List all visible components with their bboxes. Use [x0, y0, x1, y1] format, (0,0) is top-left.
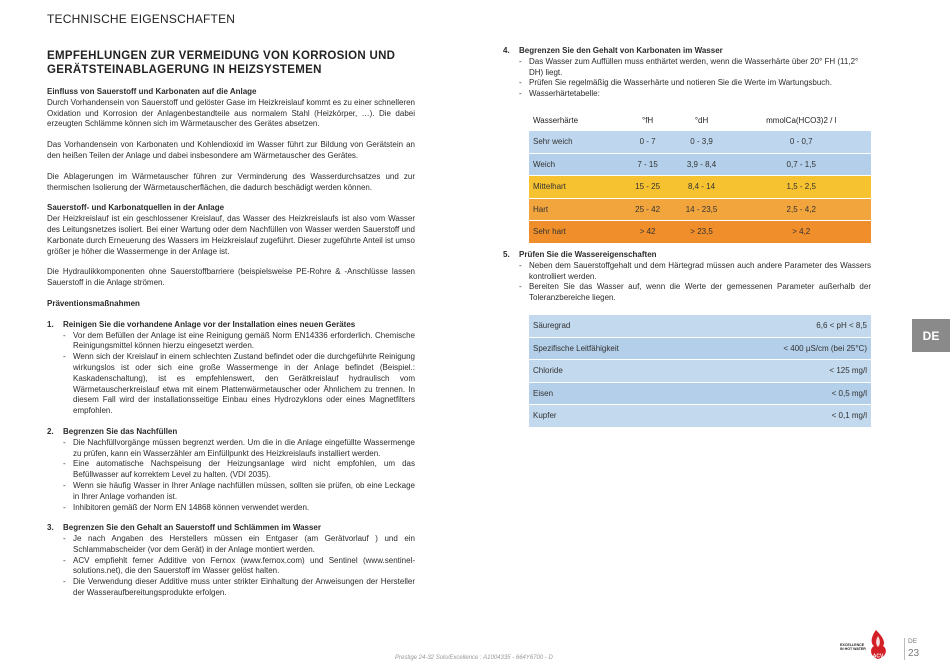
bullet: Bereiten Sie das Wasser auf, wenn die Werte der gemessenen Parameter außerhalb der Toleranzbereiche liegen. — [529, 282, 871, 303]
bullet: Die Verwendung dieser Additive muss unter strikter Einhaltung der Anweisungen der Hersteller der Wasseraufbereitungsprodukte erfolgen. — [73, 577, 415, 598]
bullet: Vor dem Befüllen der Anlage ist eine Reinigung gemäß Norm EN14336 erforderlich. Chemische Reinigungsmittel können hierzu eingesetzt werden. — [73, 330, 415, 351]
item-number: 2. — [47, 426, 54, 436]
bullet: Die Nachfüllvorgänge müssen begrenzt werden. Um die in die Anlage eingefüllte Wassermenge zu prüfen, kann ein Wasserzähler am Einfüllpunkt des Heizkreislaufs installiert werden. — [73, 437, 415, 458]
prevention-item-1: 1. Reinigen Sie die vorhandene Anlage vor der Installation eines neuen Gerätes - Vor dem Befüllen der Anlage ist eine Reinigung gemäß Norm EN14336 erforderlich. Chemische Reinigungsmittel können hierzu eingesetzt werden. - Wenn sich der Kreislauf in einem schlechten Zustand befindet oder die durchgeführte Reinigung wirkungslos ist oder sich eine große Wassermenge in der Anlage befindet (Beispiel.: Kaskadenschaltung), ist es empfehlenswert, den Gerätkreislauf hydraulisch vom Wärmetauscherkreislauf etwa mit einem Plattenwärmetauscher oder Ähnlichem zu trennen. In diesem Fall wird der installationsseitige Einbau eines Hydrozyklons oder eines Magnetfilters empfohlen. — [47, 319, 415, 416]
item-number: 4. — [503, 46, 510, 55]
table-row — [529, 360, 871, 383]
page-header-title: TECHNISCHE EIGENSCHAFTEN — [47, 12, 236, 26]
page-number: 23 — [908, 648, 920, 659]
prevention-item-3: 3. Begrenzen Sie den Gehalt an Sauerstoff und Schlämmen im Wasser - Je nach Angaben des Herstellers müssen ein Entgaser (am Gerätvorlauf ) und ein Schlammabscheider (vor dem Gerät) in der Anlage montiert werden. - ACV empfiehlt ferner Additive von Fernox (www.fernox.com) und Sentinel (www.sentinel-solutions.net), die den Sauerstoff im Wasser gelöst halten. - Die Verwendung dieser Additive muss unter strikter Einhaltung der Anweisungen der Hersteller der Wasseraufbereitungsprodukte erfolgen. — [47, 523, 415, 598]
table-cell: 0,7 - 1,5 — [786, 159, 816, 169]
item-number: 5. — [503, 250, 510, 259]
item-title: Reinigen Sie die vorhandene Anlage vor der Installation eines neuen Gerätes — [63, 319, 356, 329]
parameter-label: Säuregrad — [533, 321, 571, 331]
parameter-label: Chloride — [533, 366, 563, 376]
heading-quellen: Sauerstoff- und Karbonatquellen in der Anlage — [47, 203, 225, 213]
table-row — [529, 198, 871, 221]
parameter-value: < 0,5 mg/l — [831, 388, 867, 398]
parameter-label: Eisen — [533, 388, 554, 398]
parameter-label: Kupfer — [533, 411, 557, 421]
heading-praevention: Präventionsmaßnahmen — [47, 298, 140, 308]
item-title: Begrenzen Sie den Gehalt an Sauerstoff und Schlämmen im Wasser — [63, 523, 321, 533]
table-cell: 25 - 42 — [635, 204, 661, 214]
logo-brand: ACV — [872, 653, 884, 660]
table-cell: 15 - 25 — [635, 182, 661, 192]
language-tab[interactable]: DE — [912, 319, 950, 352]
parameter-value: < 125 mg/l — [829, 366, 867, 376]
table-cell: Sehr hart — [533, 227, 566, 237]
footer-document-ref: Prestige 24-32 Solo/Excellence : A1004335 - 664Y6700 - D — [395, 655, 553, 661]
heading-einfluss: Einfluss von Sauerstoff und Karbonaten auf die Anlage — [47, 87, 257, 96]
item-title: Begrenzen Sie das Nachfüllen — [63, 426, 178, 436]
item-title: Begrenzen Sie den Gehalt von Karbonaten im Wasser — [519, 46, 723, 55]
table-cell: 7 - 15 — [637, 159, 658, 169]
logo-tagline-1: EXCELLENCE — [840, 643, 865, 647]
table-row — [529, 176, 871, 199]
prevention-item-2: 2. Begrenzen Sie das Nachfüllen - Die Nachfüllvorgänge müssen begrenzt werden. Um die in die Anlage eingefüllte Wassermenge zu prüfen, kann ein Wasserzähler am Einfüllpunkt des Heizkreislaufs installiert werden. - Eine automatische Nachspeisung der Heizungsanlage wird nicht empfohlen, um das Befüllwasser auf korrektem Level zu halten. (VDI 2035). - Wenn sie häufig Wasser in Ihrer Anlage nachfüllen müssen, sollten sie prüfen, ob eine Leckage in Ihrer Anlage vorhanden ist. - Inhibitoren gemäß der Norm EN 14868 können verwendet werden. — [47, 426, 415, 512]
table-cell: Hart — [533, 204, 549, 214]
bullet: Prüfen Sie regelmäßig die Wasserhärte und notieren Sie die Werte im Wartungsbuch. — [529, 78, 832, 88]
section-title: EMPFEHLUNGEN ZUR VERMEIDUNG VON KORROSION UND GERÄTSTEINABLAGERUNG IN HEIZSYSTEMEN — [47, 50, 396, 76]
bullet: Neben dem Sauerstoffgehalt und dem Härtegrad müssen auch andere Parameter des Wassers kontrolliert werden. — [529, 260, 871, 281]
table-cell: > 42 — [639, 227, 656, 237]
paragraph-3: Die Ablagerungen im Wärmetauscher führen zur Verminderung des Wasserdurchsatzes und zur thermischen Isolierung der Wärmetauscherflächen, die dadurch beschädigt werden können. — [47, 171, 415, 192]
acv-logo — [840, 628, 896, 662]
table-row — [529, 221, 871, 243]
left-column — [47, 87, 415, 599]
item-number: 3. — [47, 523, 54, 533]
table-cell: > 23,5 — [690, 227, 713, 237]
table-row — [529, 382, 871, 405]
logo-tagline-2: IN HOT WATER — [840, 647, 866, 651]
table-cell: 2,5 - 4,2 — [786, 204, 816, 214]
table-cell: 0 - 3,9 — [690, 137, 713, 147]
table-row — [529, 153, 871, 176]
table-row — [529, 337, 871, 360]
table-cell: Mittelhart — [533, 182, 566, 192]
table-row — [529, 315, 871, 338]
column-header: Wasserhärte — [533, 116, 579, 125]
paragraph-5: Die Hydraulikkomponenten ohne Sauerstoffbarriere (beispielsweise PE-Rohre & -Anschlüsse lassen Sauerstoff in die Anlage strömen. — [47, 267, 415, 288]
item-title: Prüfen Sie die Wassereigenschaften — [519, 250, 657, 259]
table-cell: 0 - 7 — [639, 137, 656, 147]
paragraph-1: Durch Vorhandensein von Sauerstoff und gelöster Gase im Heizkreislauf kommt es zu einer schnelleren Oxidation und Korrosion der Anlagenbestandteile aus normalem Stahl (Heizkörper, …). Die dabei erzeugten Schlämme können sich im Wärmetauscher des Gerätes absetzen. — [47, 97, 415, 129]
bullet: Je nach Angaben des Herstellers müssen ein Entgaser (am Gerätvorlauf ) und ein Schlammabscheider (vor dem Gerät) in der Anlage montiert werden. — [73, 534, 415, 554]
water-hardness-table — [529, 111, 871, 243]
table-cell: Sehr weich — [533, 137, 573, 147]
right-item-5: 5. Prüfen Sie die Wassereigenschaften - Neben dem Sauerstoffgehalt und dem Härtegrad müssen auch andere Parameter des Wassers kontrolliert werden. - Bereiten Sie das Wasser auf, wenn die Werte der gemessenen Parameter außerhalb der Toleranzbereiche liegen. — [503, 250, 871, 303]
item-number: 1. — [47, 319, 54, 329]
bullet: ACV empfiehlt ferner Additive von Fernox (www.fernox.com) und Sentinel (www.sentinel-solutions.net), die den Sauerstoff im Wasser gelöst halten. — [73, 555, 415, 576]
column-header: °fH — [642, 116, 654, 125]
table-cell: 3,9 - 8,4 — [686, 159, 717, 169]
bullet: Wasserhärtetabelle: — [529, 89, 600, 99]
water-parameter-table — [529, 314, 871, 427]
paragraph-4: Der Heizkreislauf ist ein geschlossener Kreislauf, das Wasser des Heizkreislaufs ist also vom Wasser des Leitungsnetzes isoliert. Bei einer Wartung oder dem Nachfüllen von Wasser werden Sauerstoff und Karbonate durch Erneuerung des Wassers im Heizkreislauf zugeführt. Dieser zugeführte Anteil ist umso größer je höher die Wassermenge in der Anlage ist. — [47, 214, 415, 256]
table-cell: 1,5 - 2,5 — [786, 182, 816, 192]
column-header: mmolCa(HCO3)2 / l — [766, 116, 837, 125]
bullet: Wenn sie häufig Wasser in Ihrer Anlage nachfüllen müssen, sollten sie prüfen, ob eine Leckage in Ihrer Anlage vorhanden ist. — [73, 480, 415, 501]
page-language: DE — [908, 638, 918, 645]
table-row — [529, 131, 871, 154]
table-cell: Weich — [533, 159, 556, 169]
paragraph-2: Das Vorhandensein von Karbonaten und Kohlendioxid im Wasser führt zur Bildung von Gerätstein an den heißen Teilen der Anlage und dabei insbesondere am Wärmetauscher des Gerätes. — [47, 140, 415, 160]
column-header: °dH — [694, 116, 709, 125]
bullet: Inhibitoren gemäß der Norm EN 14868 können verwendet werden. — [73, 502, 310, 512]
bullet: Wenn sich der Kreislauf in einem schlechten Zustand befindet oder die durchgeführte Reinigung wirkungslos ist oder sich eine große Wassermenge in der Anlage befindet (Beispiel.: Kaskadenschaltung), ist es empfehlenswert, den Gerätkreislauf hydraulisch vom Wärmetauscherkreislauf etwa mit einem Plattenwärmetauscher oder Ähnlichem zu trennen. In diesem Fall wird der installationsseitige Einbau eines Hydrozyklons oder eines Magnetfilters empfohlen. — [73, 352, 415, 416]
table-cell: 0 - 0,7 — [789, 137, 813, 147]
bullet: Das Wasser zum Auffüllen muss enthärtet werden, wenn die Wasserhärte über 20° FH (11,2° DH) liegt. — [529, 56, 859, 77]
parameter-label: Spezifische Leitfähigkeit — [533, 343, 619, 353]
table-cell: > 4,2 — [792, 227, 811, 237]
table-header-row — [529, 111, 871, 131]
parameter-value: < 0,1 mg/l — [831, 411, 867, 421]
parameter-value: 6,6 < pH < 8,5 — [816, 321, 867, 331]
table-cell: 8,4 - 14 — [687, 182, 716, 192]
bullet: Eine automatische Nachspeisung der Heizungsanlage wird nicht empfohlen, um das Befüllwasser auf korrektem Level zu halten. (VDI 2035). — [73, 459, 415, 480]
table-cell: 14 - 23,5 — [685, 204, 718, 214]
page-number-divider — [904, 638, 905, 660]
parameter-value: < 400 µS/cm (bei 25°C) — [783, 343, 867, 353]
right-item-4: 4. Begrenzen Sie den Gehalt von Karbonaten im Wasser - Das Wasser zum Auffüllen muss enthärtet werden, wenn die Wasserhärte über 20° FH (11,2° DH) liegt. - Prüfen Sie regelmäßig die Wasserhärte und notieren Sie die Werte im Wartungsbuch. - Wasserhärtetabelle: — [503, 46, 859, 99]
table-row — [529, 405, 871, 427]
